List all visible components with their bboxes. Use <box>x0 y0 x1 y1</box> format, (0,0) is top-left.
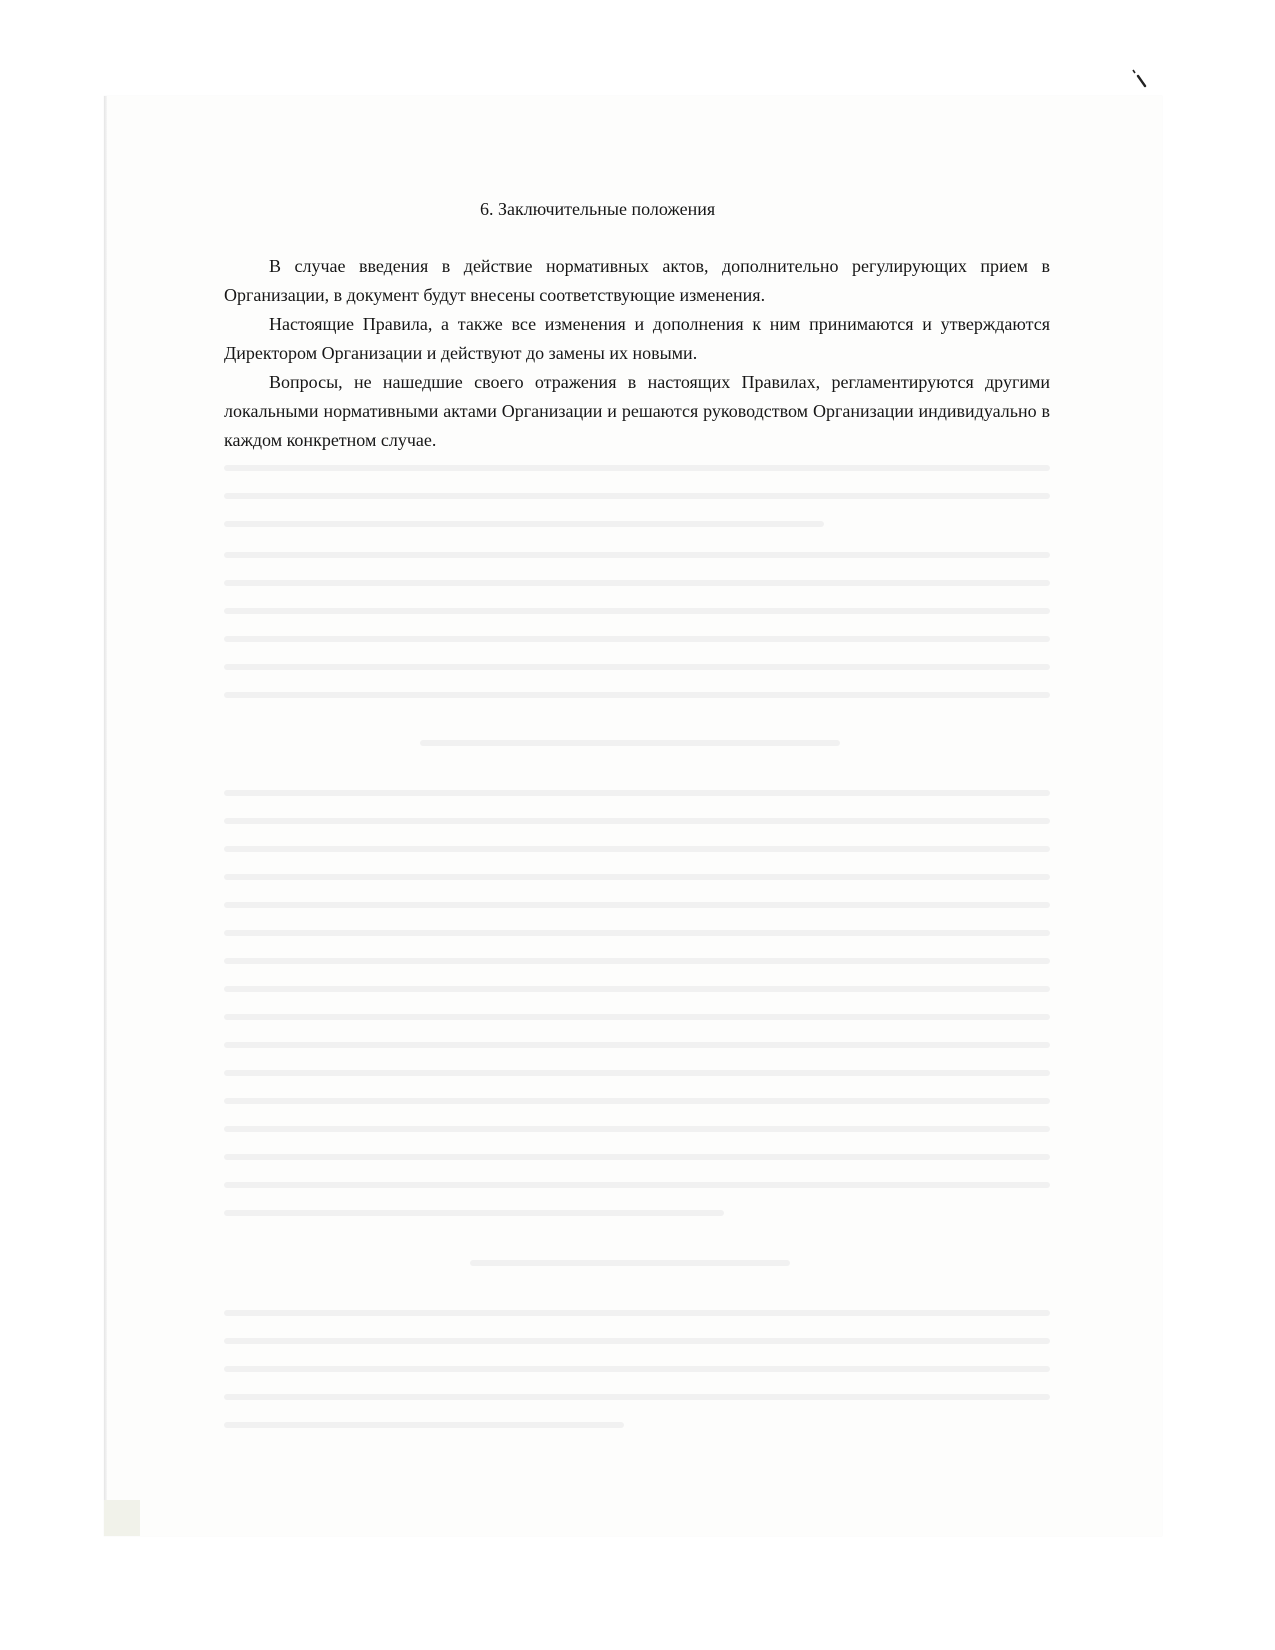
paragraph-other-questions: Вопросы, не нашедшие своего отражения в настоящих Правилах, регламентируются другими локальными нормативными актами Организации и решаются руководством Организации индивидуально в каждом конкретном случае. <box>224 372 1050 450</box>
page-corner-tint <box>104 1500 140 1536</box>
paragraph-approval: Настоящие Правила, а также все изменения и дополнения к ним принимаются и утверждаются Директором Организации и действуют до замены их новыми. <box>224 314 1050 363</box>
paragraph-amendments: В случае введения в действие нормативных актов, дополнительно регулирующих прием в Организации, в документ будут внесены соответствующие изменения. <box>224 256 1050 305</box>
scan-mark-icon <box>1130 68 1148 90</box>
page-edge-shadow <box>104 96 107 1536</box>
body-text <box>224 252 1050 455</box>
section-title: 6. Заключительные положения <box>480 199 716 219</box>
